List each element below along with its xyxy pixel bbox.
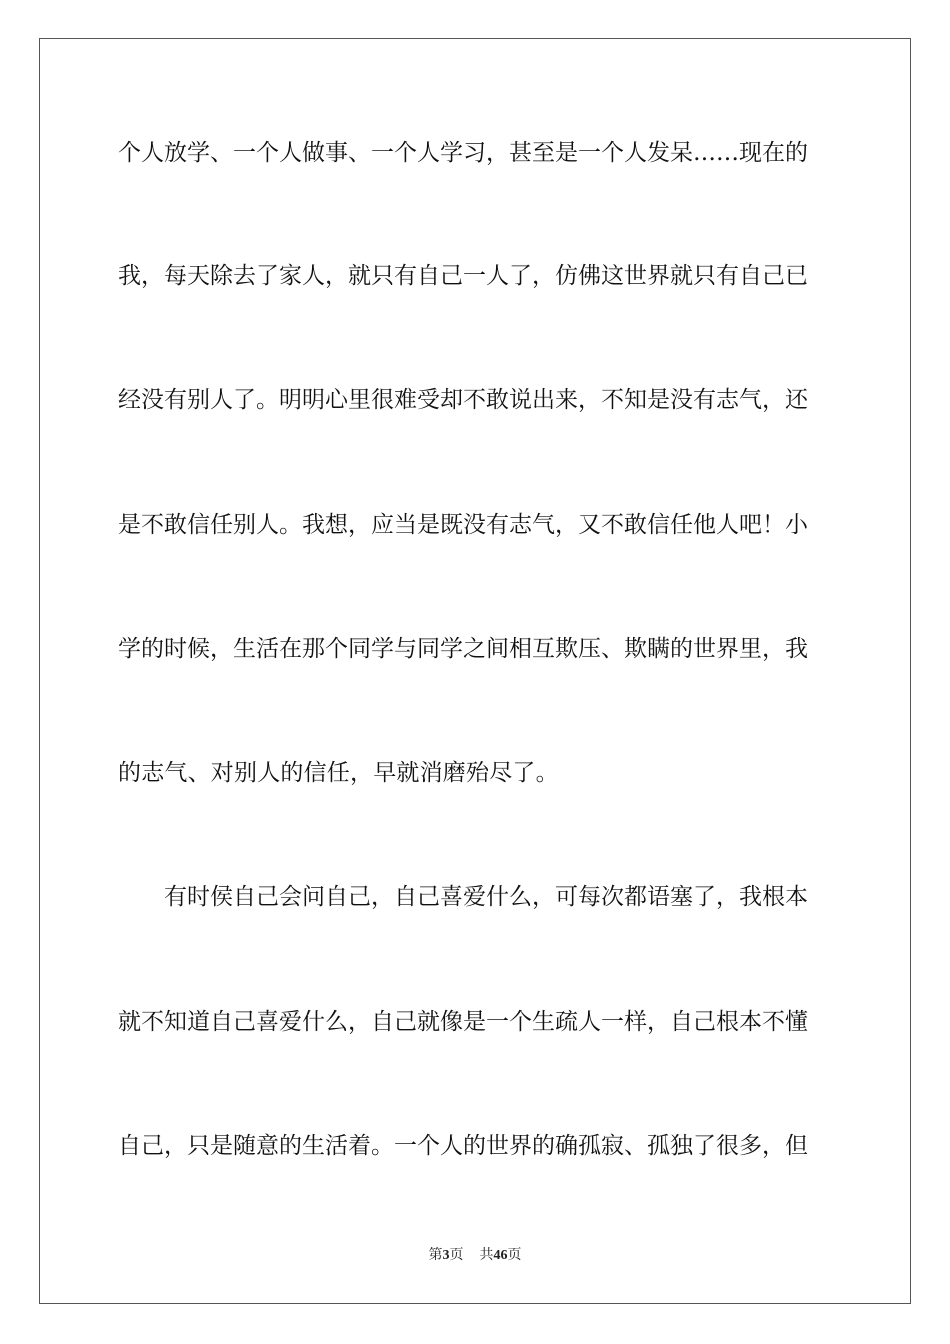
text-line-5: 学的时候，生活在那个同学与同学之间相互欺压、欺瞒的世界里，我 (118, 636, 808, 662)
page-number: 3 (442, 1248, 450, 1263)
total-prefix: 共 (479, 1247, 494, 1263)
text-line-2: 我，每天除去了家人，就只有自己一人了，仿佛这世界就只有自己已 (118, 263, 808, 289)
page-suffix: 页 (449, 1247, 464, 1263)
text-line-6: 的志气、对别人的信任，早就消磨殆尽了。 (118, 760, 559, 786)
text-line-3: 经没有别人了。明明心里很难受却不敢说出来，不知是没有志气，还 (118, 387, 808, 413)
page-border (39, 38, 911, 1304)
total-pages: 46 (493, 1248, 508, 1263)
page-prefix: 第 (428, 1247, 443, 1263)
text-line-4: 是不敢信任别人。我想，应当是既没有志气，又不敢信任他人吧！小 (118, 512, 808, 538)
page-footer (0, 1246, 950, 1265)
text-line-1: 个人放学、一个人做事、一个人学习，甚至是一个人发呆……现在的 (118, 140, 808, 166)
total-suffix: 页 (507, 1247, 522, 1263)
paragraph-start-line: 有时侯自己会问自己，自己喜爱什么，可每次都语塞了，我根本 (164, 884, 808, 910)
text-line-9: 自己，只是随意的生活着。一个人的世界的确孤寂、孤独了很多，但 (118, 1133, 808, 1159)
text-line-8: 就不知道自己喜爱什么，自己就像是一个生疏人一样，自己根本不懂 (118, 1009, 808, 1035)
